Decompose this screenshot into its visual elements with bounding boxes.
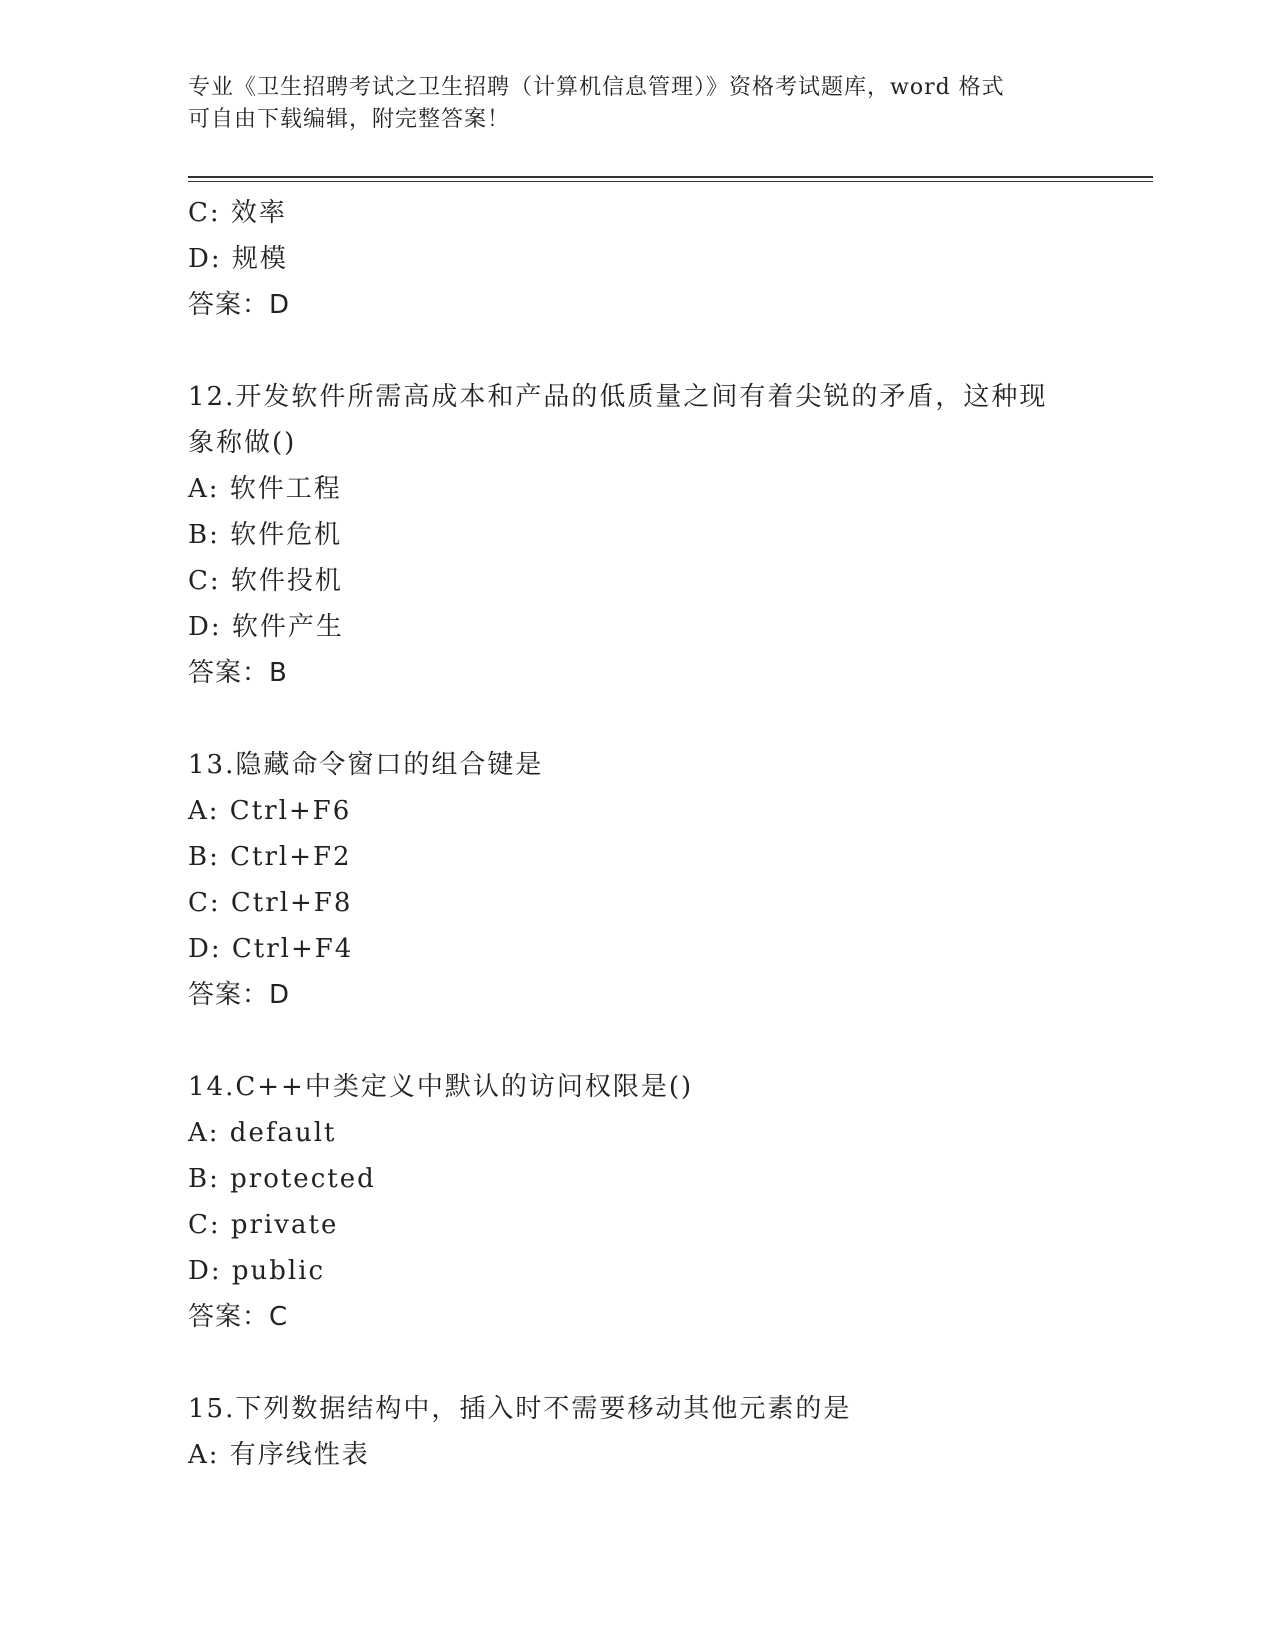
option-b: B: Ctrl+F2 (188, 842, 352, 872)
answer-line: 答案：B (188, 658, 288, 688)
question-block-11 (188, 190, 1088, 328)
question-stem: 15.下列数据结构中，插入时不需要移动其他元素的是 (188, 1394, 852, 1424)
answer-line: 答案：C (188, 1302, 289, 1332)
option-b: B: 软件危机 (188, 520, 343, 550)
option-c: C: 效率 (188, 198, 287, 228)
header-divider-thick (188, 176, 1153, 178)
option-d: D: Ctrl+F4 (188, 934, 354, 964)
option-a: A: 软件工程 (188, 474, 342, 504)
question-stem: 14.C++中类定义中默认的访问权限是() (188, 1072, 694, 1102)
question-block-14 (188, 1064, 1088, 1340)
option-d: D: public (188, 1256, 326, 1286)
option-a: A: default (188, 1118, 337, 1148)
option-a: A: 有序线性表 (188, 1440, 370, 1470)
question-stem: 13.隐藏命令窗口的组合键是 (188, 750, 544, 780)
option-c: C: Ctrl+F8 (188, 888, 353, 918)
question-stem: 12.开发软件所需高成本和产品的低质量之间有着尖锐的矛盾，这种现 (188, 382, 1048, 412)
option-d: D: 规模 (188, 244, 288, 274)
header-line-1: 专业《卫生招聘考试之卫生招聘（计算机信息管理）》资格考试题库，word 格式 (188, 75, 1005, 100)
answer-line: 答案：D (188, 980, 291, 1010)
question-block-15 (188, 1386, 1088, 1478)
option-a: A: Ctrl+F6 (188, 796, 352, 826)
option-b: B: protected (188, 1164, 376, 1194)
option-d: D: 软件产生 (188, 612, 344, 642)
question-block-13 (188, 742, 1088, 1018)
answer-line: 答案：D (188, 290, 291, 320)
question-list (188, 190, 1088, 1478)
option-c: C: 软件投机 (188, 566, 343, 596)
header-divider-thin (188, 181, 1153, 182)
document-header (188, 72, 1088, 136)
header-line-2: 可自由下载编辑，附完整答案！ (188, 107, 511, 132)
question-block-12 (188, 374, 1088, 696)
question-stem-cont: 象称做() (188, 428, 297, 458)
option-c: C: private (188, 1210, 339, 1240)
